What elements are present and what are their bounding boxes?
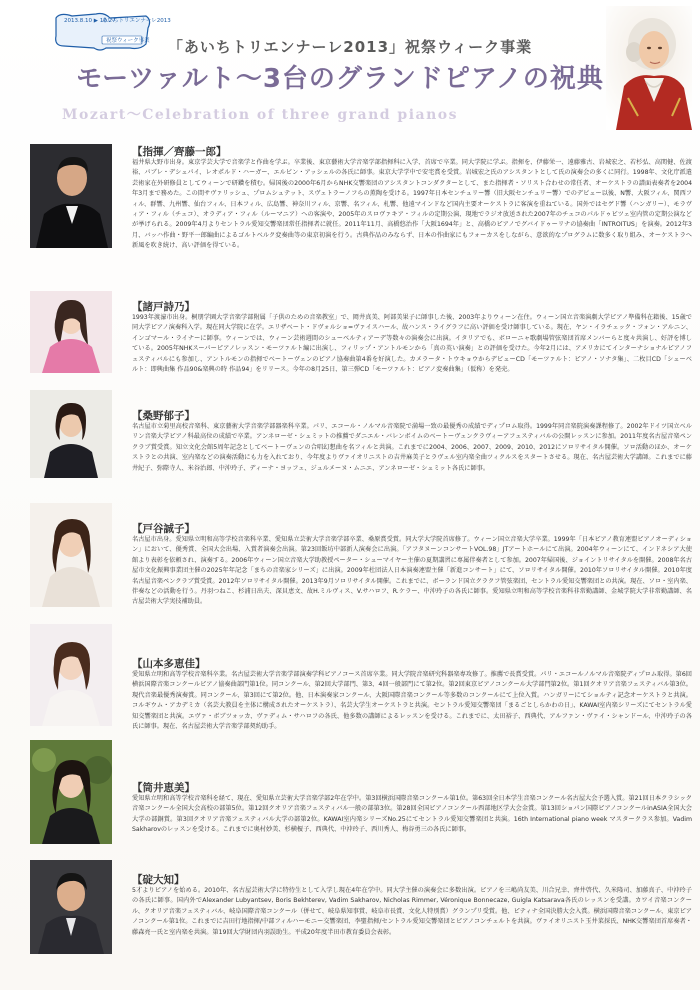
event-title-en: Mozart～Celebration of three grand pianos [62, 107, 458, 123]
logo-sub: 祝祭ウィーク事業 [106, 38, 150, 44]
performer-heading: 【碇大知】 [132, 874, 185, 886]
mozart-portrait [606, 6, 692, 130]
logo-name: あいちトリエンナーレ2013 [102, 18, 171, 24]
performer-section [30, 521, 692, 651]
performer-photo-toya [30, 503, 112, 607]
performer-section [30, 144, 692, 284]
performer-bio: 1993年渡濠市出身。桐朋学園大学音楽学部附属「子供のための音楽教室」で、岡井真美、阿部美果子に師事した後、2003年よりウィーン在住。ウィーン国立音楽演劇大学ピアノ準備科在籍後、15歳で同大学ピアノ演奏科入学。現在同大学院に在学。エリザベート・ドヴォルショ=ヴァイスハール、故ハンス・ライグラフに高い評価を受け師事している。現在、ヤン・イラチェック・フォン・アルニン、インゴマール・ライナーに師事。ウィーンでは、ウィーン芸術週間のシューベルティアーデ等数々の演奏会に出演。イタリアでも、ボローニャ歌劇場管弦楽団首席メンバーらと度々共演し、好評を博している。2005年NHKスーパーピアノレッスン・モーツァルト編に出演し、フィリップ・アントルモンから「真の英い演奏」との評価を受けた。今年2月には、アメリカにてインターナショナルピアノフェスティバルにも参加し、アントルモンの指揮でベートーヴェンのピアノ協奏曲第4番を好演した。カメラータ・トウキョウからデビューCD「モーツァルト：ピアノ・ソナタ集」、二枚目CD「シューベルト：即興曲集 作品90&楽興の時 作品94」をリリース。今年の8月25日、第三弾CD「モーツァルト：ピアノ変奏曲集」（仮称）を発売。 [132, 314, 692, 374]
event-subtitle: 「あいちトリエンナーレ2013」祝祭ウィーク事業 [167, 38, 533, 56]
performer-section [30, 299, 692, 397]
performer-section [30, 872, 692, 982]
performer-bio: 愛知県立明和高等学校音楽科を経て、現在、愛知県立芸術大学音楽学部2年在学中。第3回横浜国際音楽コンクール第1位。第63回全日本学生音楽コンクール名古屋大会予選入賞。第21回日本クラシック音楽コンクール全国大会高校の部第5位。第12回クオリア音楽フェスティバル一般の部第3位。第28回全国ピアノコンクール西部地区学大会金賞。第13回ショパン国際ピアノコンクールinASIA全国大会大学の部銅賞。第3回クオリア音楽フェスティバル大学の部第2位。KAWAI室内楽シリーズNo.25にてセントラル愛知交響楽団と共演。16th International piano week マスタークラス参加。Vadim Sakharovのレッスンを受ける。これまでに奥村妙美、杉横榎子、西典代、中沖玲子、西川秀人、梅谷勇三の各氏に師事。 [132, 795, 692, 834]
performer-section [30, 780, 692, 860]
performer-photo-conductor [30, 144, 112, 248]
event-title: モーツァルト〜3台のグランドピアノの祝典 [76, 64, 604, 94]
logo-badge-shape [50, 10, 171, 52]
performer-photo-kuwano [30, 390, 112, 478]
performer-heading: 【諸戸詩乃】 [132, 301, 195, 313]
performer-section [30, 408, 692, 504]
performer-bio: 名古屋市立菊里高校音楽科、東京藝術大学音楽学部器楽科卒業。パリ、エコール・ノルマル音楽院で満場一致の最優秀の成績でディプロム取得。1999年同音楽院演奏課程修了。2002年ドイツ国立ベルリン音楽大学ピアノ科最高位の成績で卒業。アンネローゼ・シュミットの推薦でダニエル・バレンボイムのベートーヴェンクラヴィーアフェスティバルの公開レッスンに参加。2011年度名古屋音楽ペンクラブ賞受賞。知立文化会館5周年記念としてベートーヴェンの合唱幻想曲を名フィルと共演。これまでに2004、2006、2007、2009、2010、2012にソロリサイタル開催。ソロ活動のほか、オーケストラとの共演、室内楽などの演奏活動にも力を入れており、今年度よりヴァイオリニストの吉井麻美子とラヴェル室内楽全曲ツィクルスをスタートさせる。現在、名古屋芸術大学講師。これまでに藤井紀子、弥際寺人、米谷治郎、中沖玲子、ディーナ・ヨッフェ、ジュルメーヌ・ムニエ、アンネローゼ・シュミット各氏に師事。 [132, 423, 692, 472]
performer-bio: 名古屋市出身。愛知県立明和高等学校音楽科卒業、愛知県立芸術大学音楽学部卒業、桑原賞受賞。同大学大学院首席修了。ウィーン国立音楽大学卒業。1999年「日本ピアノ教育連盟ピアノオーディション」において、優秀賞、全国大会出場、入賞者演奏会出演。第23回飯坊中部新人演奏会に出演。「アフタヌーンコンサートVOL.98」JTアートホールにて出演。2004年ウィーンにて、インドネシア大使館より表彰を依頼され、演奏する。2006年ウィーン国立音楽大学助教授ペーター・シューマイヤー主催の夏期講習に専属伴奏者として参加。2007年帰国後、ジョイントリサイタルを開催。2008年名古屋市文化振興事業団主催の2025年年記念「まちの音楽家シリーズ」に出演。2009年杜団法人日本演奏連盟主催「新進コンサート」にて、ソロリサイタル開催。2010年ソロリサイタル開催。2010年度名古屋音楽ペンクラブ賞受賞。2012年ソロリサイタル開催。2013年9月ソロリサイタル開催。これまでに、ボーランド国立クラクフ管弦楽団、セントラル愛知交響楽団との共演。現在、ソロ・室内楽、伴奏などの活動を行う。丹羽つねこ、杉浦日出夫、深貝恵文、故H.ミルヴィス、V.サハロフ、R.ケラー、中沖玲子の各氏に師事。愛知県立明和高等学校音楽科非常勤講師、金城学院大学非常勤講師、名古屋芸術大学実技補助員。 [132, 536, 692, 606]
performer-bio: 愛知県立明和高等学校音楽科卒業。名古屋芸術大学音楽学部演奏学科ピアノコース首席卒業。同大学院音楽研究科器楽専攻修了。推薦で長賞受賞。パリ・エコールノルマル音楽院ディプロム取得。第6回横浜国際音楽コンクールピアノ協奏曲部門第1位。同コンクール、第2回大学部門、第3、4回一般部門にて第2位。第2回東京ピアノコンクール大学部門第2位。第1回クオリア音楽フェスティバル第3位。現代音楽最優秀演奏賞。同コンクール、第3回にて第2位。他、日本演奏家コンクール、大阪国際音楽コンクール等多数のコンクールにて上位入賞。ハンガリーにてショルティ記念オーケストラと共演。コルギウム・アカデミカ（名芸大教員を主体に構成されたオーケストラ）、名芸大学生オーケストラと共演。セントラル愛知交響楽団「まるごとしらかわの日」、KAWAI室内楽シリーズにてセントラル愛知交響楽団と共演。エヴァ・ボブツォッカ、ヴァディム・サハロフの各氏、他多数の講師によるレッスンを受ける。これまでに、太田裕子、西典代、アルファン・ヴァイ・シャンドール、中沖玲子の各氏に師事。現在、名古屋芸術大学音楽学部契約助手。 [132, 671, 692, 731]
performer-photo-ikari [30, 860, 112, 954]
aichi-triennale-logo [50, 10, 171, 52]
performer-photo-yamamoto [30, 624, 112, 726]
performer-heading: 【筒井恵美】 [132, 782, 195, 794]
performer-section [30, 656, 692, 778]
performer-heading: 【桑野郁子】 [132, 410, 195, 422]
performer-bio: 福井県大野市出身。東京学芸大学で音楽学と作曲を学ぶ。卒業後、東京藝術大学音楽学部指揮科に入学、首席で卒業。同大学院に学ぶ。指揮を、伊藤栄一、遠藤雅古、岩城宏之、若杉弘、高関健、佐渡裕、パブレ・デシュパイ、レオポルド・ハーガー、エルビン・アッシェルの各氏に師事。東京大学学中で安宅賞を受賞。岩城宏之氏のアシスタントとして氏の演奏会の多くに同行。1998年、文化庁派遣芸術家在外研修員としてウィーンで研鑽を積む。帰国後の2000年6月からNHK交響楽団のアシスタントコンダクターとして、また指揮者・ソリスト合わせの常任者、オーケストラの譜面表奏者を2004年3月まで務めた。この間サヴァリッシュ、プロムシュテット、スヴェトラーノフらの薫陶を受ける。1997年日本センチュリー響（旧大阪センチュリー響）でのデビュー以後、N響、大阪フィル、関西フィル、群響、九州響、仙台フィル、日本フィル、広島響、神奈川フィル、京響、名フィル、札響、他遠マインドなど国内主要オーケストラに客演を重ねている。国外ではセゲド響（ハンガリー）、モラヴィア・フィル（チェコ）、オラディア・フィル（ルーマニア）への客演や、2005年のスロヴァキア・フィルの定期公演、現地でラジオ放送された2007年のチェコのパルドゥビツェ室内管の定期公演などが挙げられる。2009年4月よりセントラル愛知交響楽団常任指揮者に就任。2011年11月、高橋悠治作「大阪1694年」と、高橋のピアノでグバイドゥーリナの協奏曲「INTROITUS」を演奏。2012年3月、バッハ作曲・野平一郎編曲によるゴルトベルク変奏曲等の東京初演を行う。古典作品のみならず、日本の作曲家にもフォーカスをしながら、意欲的なプログラムに数多く取り組み、オーケストラへ新風を吹き続け、高い評価を得ている。 [132, 159, 692, 250]
performer-photo-shino [30, 291, 112, 373]
performer-heading: 【戸谷誠子】 [132, 523, 195, 535]
performer-bio: 5才よりピアノを始める。2010年、名古屋芸術大学に特待生として入学し現在4年在学中。同大学主催の演奏会に多数出演。ピアノを三嶋尚友美、川合兄幸、齊井啓代、久米隆司、加藤真子、中沖玲子の各氏に師事。国内外でAlexander Lubyantsev, Boris Bekhterev, Vadim Sakharov, Nicholas Rimmer, Véronique Bonnecaze, Guigla Katsarava各氏のレッスンを受講。カワイ音楽コンクール、クオリア音楽フェスティバル、岐阜国際音楽コンクール（併せて、岐阜県知事賞、岐阜市長賞、文化人特別賞）グランプリ受賞。他、ピティナ全国決勝大会入賞。横浜国際音楽コンクール、東京ピアノコンクール第1位。これまでに吉田行地指揮/中部フィルハーモニー交響楽団、李聖指揮/セントラル愛知交響楽団とピアノコンチェルトを共演。ヴァイオリニスト玉井菜採氏、NHK交響楽団首席奏者・藤森亮一氏と室内楽を共演。第19回大学財団内羽誤助生。平成20年度半田市教育委員会表彰。 [132, 887, 692, 936]
performer-heading: 【指揮／齊藤一郎】 [132, 146, 227, 158]
performer-photo-tsutsui [30, 740, 112, 844]
logo-date: 2013.8.10 ▶ 10.27 [64, 18, 116, 24]
performer-heading: 【山本多恵佳】 [132, 658, 206, 670]
